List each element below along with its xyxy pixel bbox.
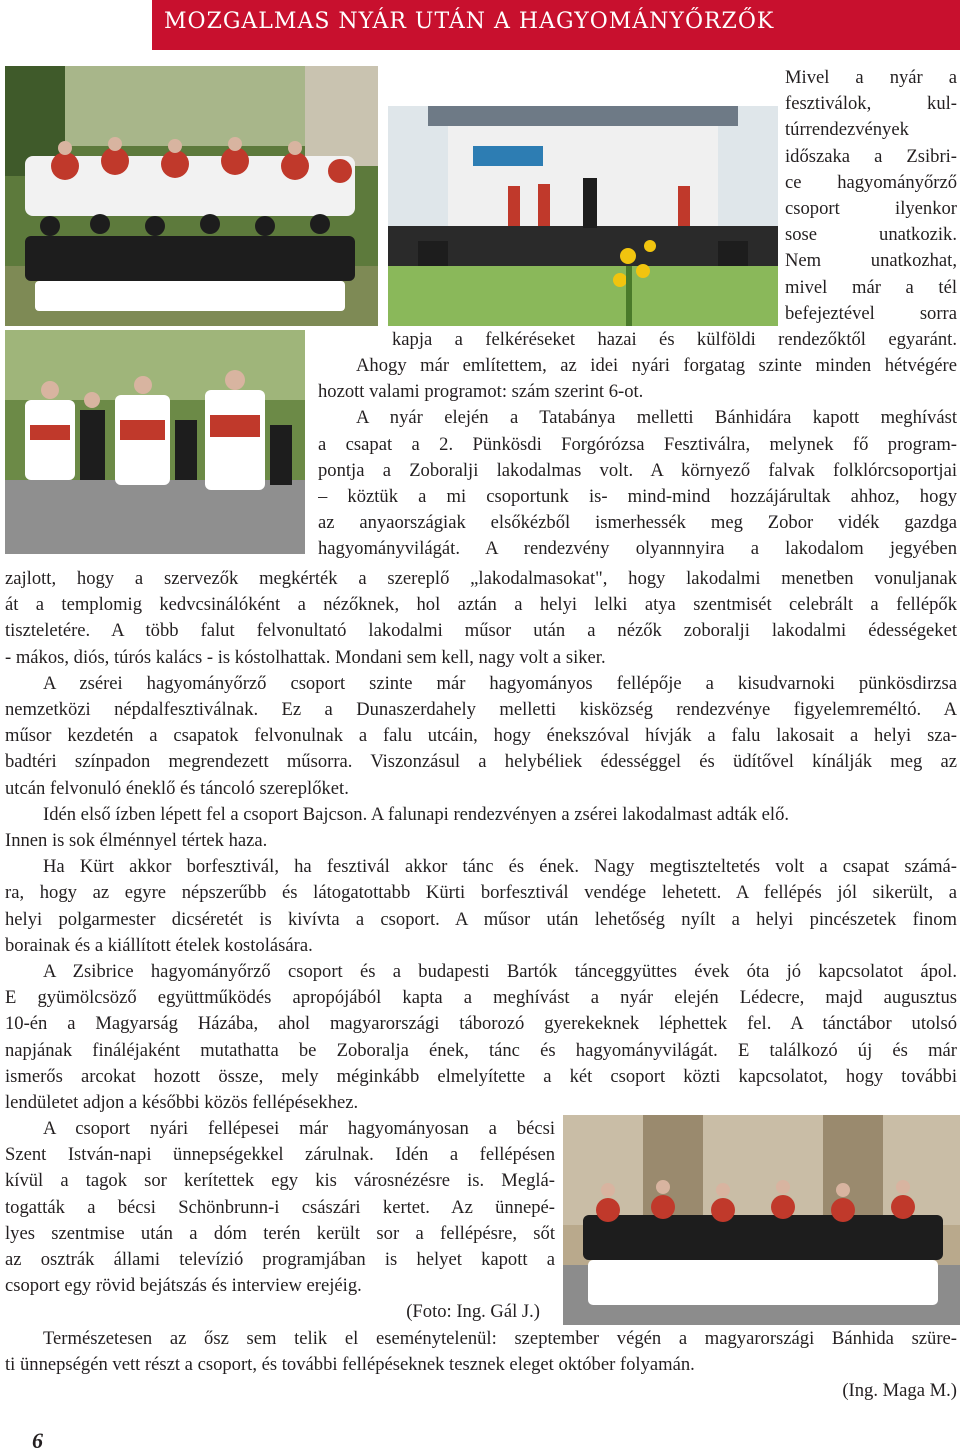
- text-line: Szent István-napi ünnepségekkel zárulnak. Idén a fellépésen: [5, 1144, 555, 1166]
- text-line: kívül a tagok sor kerítettek egy kis városnézésre is. Meglá-: [5, 1170, 555, 1192]
- text-line: E gyümölcsöző együttműködés apropójából kapta a meghívást a nyár elején Lédecre, majd augusztus: [5, 987, 957, 1009]
- text-line: 10-én a Magyarság Házába, ahol magyarországi táborozó gyerekeknek léphettek fel. A tánctábor utolsó: [5, 1013, 957, 1035]
- article-banhida-column: [318, 353, 957, 563]
- text-line: ce hagyományőrző: [785, 171, 957, 193]
- text-line: Ha Kürt akkor borfesztivál, ha fesztivál akkor tánc és ének. Nagy megtiszteltetés volt a csapat számá-: [43, 856, 957, 878]
- text-line: a csapat a 2. Pünkösdi Forgórózsa Fesztiválra, melynek fő program-: [318, 433, 957, 455]
- vienna-group-photo: [563, 1115, 960, 1325]
- text-line: Természetesen az ősz sem telik el eseménytelenül: szeptember végén a magyarországi Bánhida szüre-: [43, 1328, 957, 1349]
- text-line: Idén első ízben lépett fel a csoport Bajcson. A falunapi rendezvényen a zsérei lakodalmast adták elő.: [43, 803, 790, 825]
- text-line: pontja a Zoboralji lakodalmas volt. A környező falvak folklórcsoportjai: [318, 459, 957, 481]
- wedding-procession-photo: [5, 330, 305, 554]
- author-signature: (Ing. Maga M.): [842, 1380, 957, 1402]
- text-line: lyes szentmise után a dóm terén került sor a fellépésre, sőt: [5, 1222, 555, 1244]
- text-line: lendületet adjon a későbbi közös fellépésekhez.: [5, 1092, 359, 1114]
- article-body-full: [5, 566, 957, 1116]
- text-line: A Zsibrice hagyományőrző csoport és a budapesti Bartók tánceggyüttes évek óta jó kapcsolatot ápol.: [43, 961, 957, 983]
- article-intro-column: [785, 65, 957, 327]
- text-line: helyi polgarmester dicséretét is kivívta a csoport. A műsor után lehetőség nyílt a helyi pincészetek finom: [5, 908, 957, 930]
- text-line: ti ünnepségén vett részt a csoport, és további fellépéseknek tesznek eleget október folyamán.: [5, 1354, 695, 1376]
- text-line: Mivel a nyár a: [785, 67, 957, 88]
- text-line: badtéri színpadon megrendezett műsorra. Viszonzásul a helybéliek édességgel és üdítővel kínálják meg az: [5, 751, 957, 773]
- text-line: ismerős arcokat hozott össze, mely méginkább elmelyítette a két csoport közti kapcsolatot, hogy további: [5, 1065, 957, 1087]
- text-line: hozott valami programot: szám szerint 6-ot.: [318, 381, 644, 403]
- text-line: A nyár elején a Tatabánya melletti Bánhidára kapott meghívást: [356, 407, 957, 429]
- text-line: mivel már a tél: [785, 276, 957, 298]
- text-line: Nem unatkozhat,: [785, 250, 957, 272]
- photo-credit: [5, 1299, 540, 1325]
- article-title: MOZGALMAS NYÁR UTÁN A HAGYOMÁNYŐRZŐK: [164, 9, 775, 34]
- text-line: borainak és a kiállított ételek kostolására.: [5, 934, 313, 956]
- article-closing: [5, 1326, 957, 1405]
- text-line: hagyományvilágát. A rendezvény olyannnyira a lakodalom jegyében: [318, 538, 957, 560]
- stage-festival-photo: [388, 66, 778, 326]
- text-line: zajlott, hogy a szervezők megkérték a szereplő „lakodalmasokat", hogy lakodalmi menetben vonuljanak: [5, 568, 957, 589]
- text-line: – köztük a mi csoportunk is- mind-mind hozzájárultak ahhoz, hogy: [318, 486, 957, 508]
- text-line: időszaka a Zsibri-: [785, 145, 957, 167]
- text-line: napjának fináléjaként mutathatta be Zoboralja ének, tánc és hagyományvilágát. E találkozó új és már: [5, 1039, 957, 1061]
- text-line: - mákos, diós, túrós kalács - is kóstolhattak. Mondani sem kell, nagy volt a siker.: [5, 646, 606, 668]
- text-line: túrrendezvények: [785, 119, 909, 141]
- text-line: sose unatkozik.: [785, 224, 957, 246]
- text-line: Innen is sok élménnyel tértek haza.: [5, 830, 268, 852]
- header-banner: [152, 0, 960, 50]
- text-line: tiszteletére. A több falut felvonultató lakodalmi műsor után a nézők zoboralji lakodalmi édességeket: [5, 620, 957, 642]
- text-line: kapja a felkéréseket hazai és külföldi rendezőktől egyaránt.: [392, 329, 957, 350]
- text-line: A zsérei hagyományőrző csoport szinte már hagyományos fellépője a kisudvarnoki pünkösdirzsa: [43, 672, 957, 694]
- text-line: togatták a bécsi Schönbrunn-i császári kertet. Az ünnepé-: [5, 1196, 555, 1218]
- text-line: át a templomig kedvcsinálóként a nézőknek, hol aztán a helyi lelki atya szentmisét celebrált a fellépők: [5, 594, 957, 616]
- text-line: ra, hogy az egyre népszerűbb és látogatottabb Kürti borfesztivál vendége lehetett. A fellépés jól sikerült, a: [5, 882, 957, 904]
- text-line: nemzetközi népdalfesztiválnak. Ez a Dunaszerdahely melletti kisközség rendezvénye figyelemreméltó. A: [5, 699, 957, 721]
- text-line: fesztiválok, kul-: [785, 93, 957, 115]
- text-line: csoport egy rövid bejátszás és interview erejéig.: [5, 1275, 362, 1297]
- text-line: műsor kezdetén a csapatok felvonulnak a falu utcáin, hogy énekszóval hívják a falu lakosait a helyi sza-: [5, 725, 957, 747]
- article-intro-end: [392, 327, 957, 353]
- text-line: A csoport nyári fellépesei már hagyományosan a bécsi: [43, 1118, 555, 1139]
- page-number: 6: [32, 1428, 43, 1453]
- text-line: Ahogy már említettem, az idei nyári forgatag szinte minden hétvégére: [356, 355, 957, 376]
- article-vienna-column: [5, 1116, 555, 1299]
- text-line: az osztrák állami televízió programjában is helyet kapott a: [5, 1249, 555, 1271]
- text-line: utcán felvonuló éneklő és táncoló szereplőket.: [5, 777, 349, 799]
- photo-credit-text: (Foto: Ing. Gál J.): [406, 1301, 540, 1322]
- text-line: befejeztével sorra: [785, 302, 957, 324]
- group-photo-costumes: [5, 66, 378, 326]
- text-line: csoport ilyenkor: [785, 198, 957, 220]
- text-line: az anyaországiak elsőkézből ismerhessék meg Zobor vidék gazdga: [318, 512, 957, 534]
